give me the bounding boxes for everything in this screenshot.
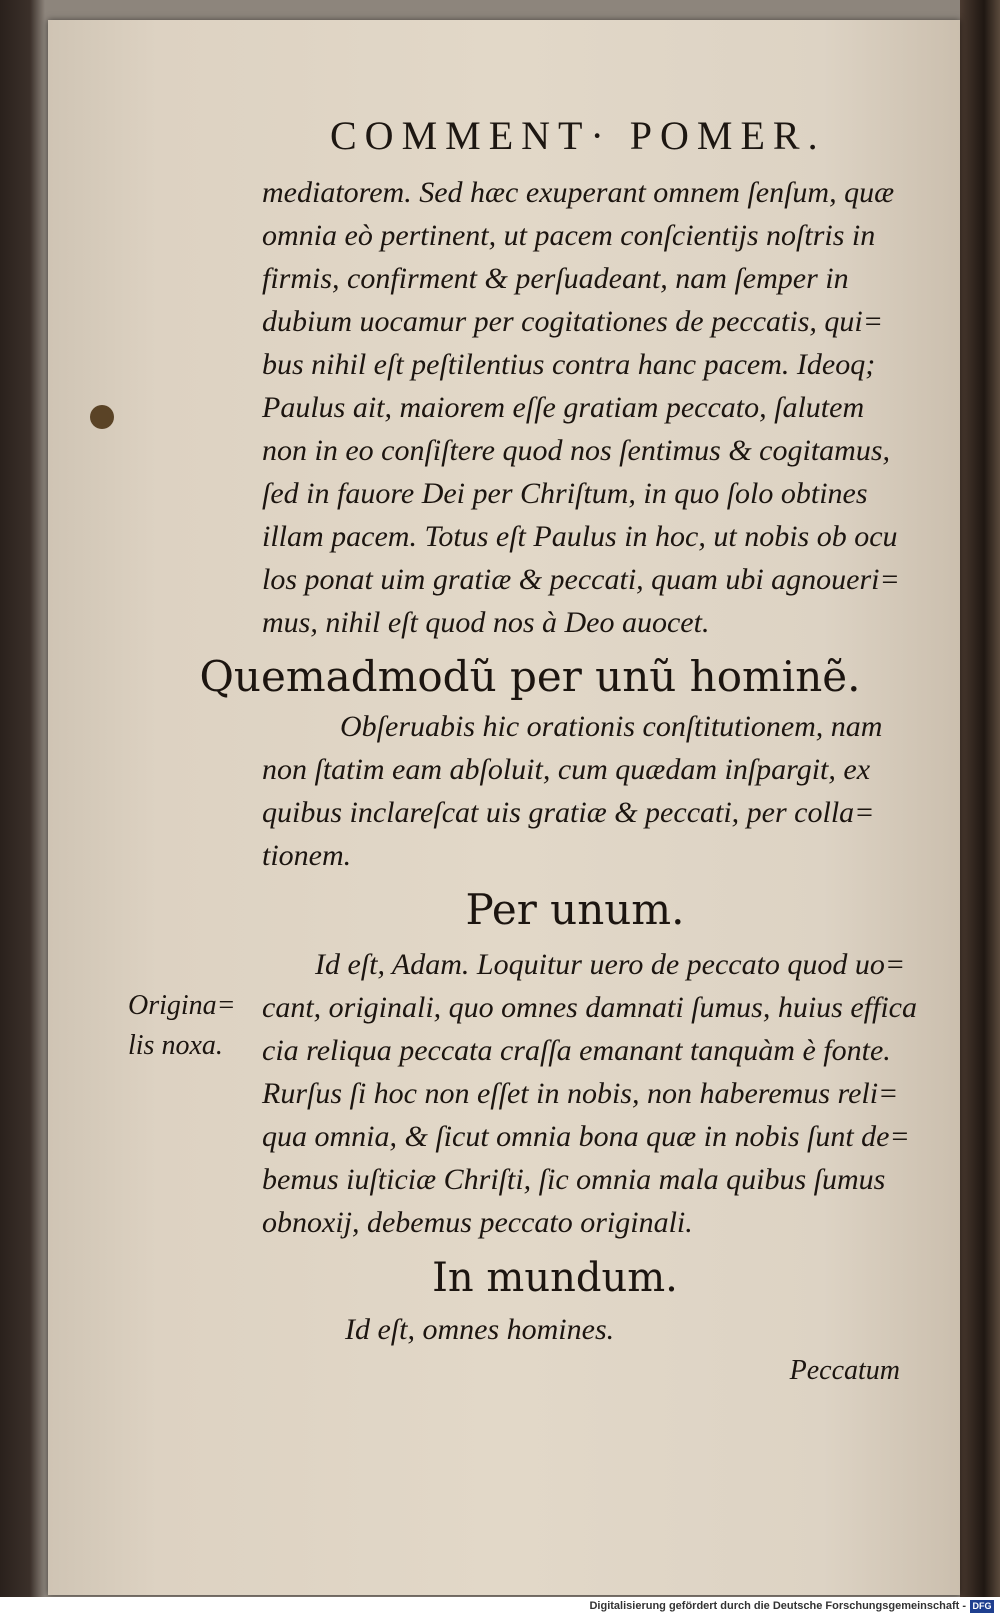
text-line: mus, nihil eſt quod nos à Deo auocet. [262,606,710,639]
text-line: qua omnia, & ſicut omnia bona quæ in nobis ſunt de= [262,1120,910,1153]
text-line: bemus iuſticiæ Chriſti, ſic omnia mala quibus ſumus [262,1163,886,1196]
text-line: quibus inclareſcat uis gratiæ & peccati, per colla= [262,796,875,829]
text-line: mediatorem. Sed hæc exuperant omnem ſenſum, quæ [262,176,895,209]
margin-note: Origina= [128,990,236,1021]
catchword: Peccatum [789,1355,900,1386]
text-line: Id eſt, Adam. Loquitur uero de peccato quod uo= [315,948,906,981]
margin-note: lis noxa. [128,1030,223,1061]
text-line: ſed in fauore Dei per Chriſtum, in quo ſolo obtines [262,477,868,510]
text-line: firmis, confirment & perſuadeant, nam ſemper in [262,262,849,295]
text-line: obnoxij, debemus peccato originali. [262,1206,693,1239]
text-line: Obſeruabis hic orationis conſtitutionem, nam [340,710,883,743]
text-line: non in eo conſiſtere quod nos ſentimus & cogitamus, [262,434,890,467]
text-line: los ponat uim gratiæ & peccati, quam ubi agnoueri= [262,563,900,596]
text-line: illam pacem. Totus eſt Paulus in hoc, ut nobis ob ocu [262,520,898,553]
text-line: dubium uocamur per cogitationes de peccatis, qui= [262,305,883,338]
text-line: cia reliqua peccata craſſa emanant tanquàm è fonte. [262,1034,891,1067]
text-line: cant, originali, quo omnes damnati ſumus, huius effica [262,991,917,1024]
text-line: Rurſus ſi hoc non eſſet in nobis, non haberemus reli= [262,1077,899,1110]
ink-spot [90,405,114,429]
running-head: COMMENT· POMER. [330,113,826,158]
text-line: Id eſt, omnes homines. [345,1313,615,1346]
section-heading: In mundum. [432,1255,678,1301]
book-spine [960,0,1000,1617]
text-line: Paulus ait, maiorem eſſe gratiam peccato, ſalutem [262,391,865,424]
text-line: omnia eò pertinent, ut pacem conſcientijs noſtris in [262,219,876,252]
section-heading: Per unum. [465,885,685,934]
dfg-logo: DFG [970,1600,994,1613]
text-line: non ſtatim eam abſoluit, cum quædam inſpargit, ex [262,753,871,786]
text-line: tionem. [262,839,352,872]
footer-credit: Digitalisierung gefördert durch die Deutsche Forschungsgemeinschaft - [589,1600,966,1612]
section-heading: Quemadmodũ per unũ hominẽ. [199,652,861,701]
text-line: bus nihil eſt peſtilentius contra hanc pacem. Ideoq; [262,348,876,381]
